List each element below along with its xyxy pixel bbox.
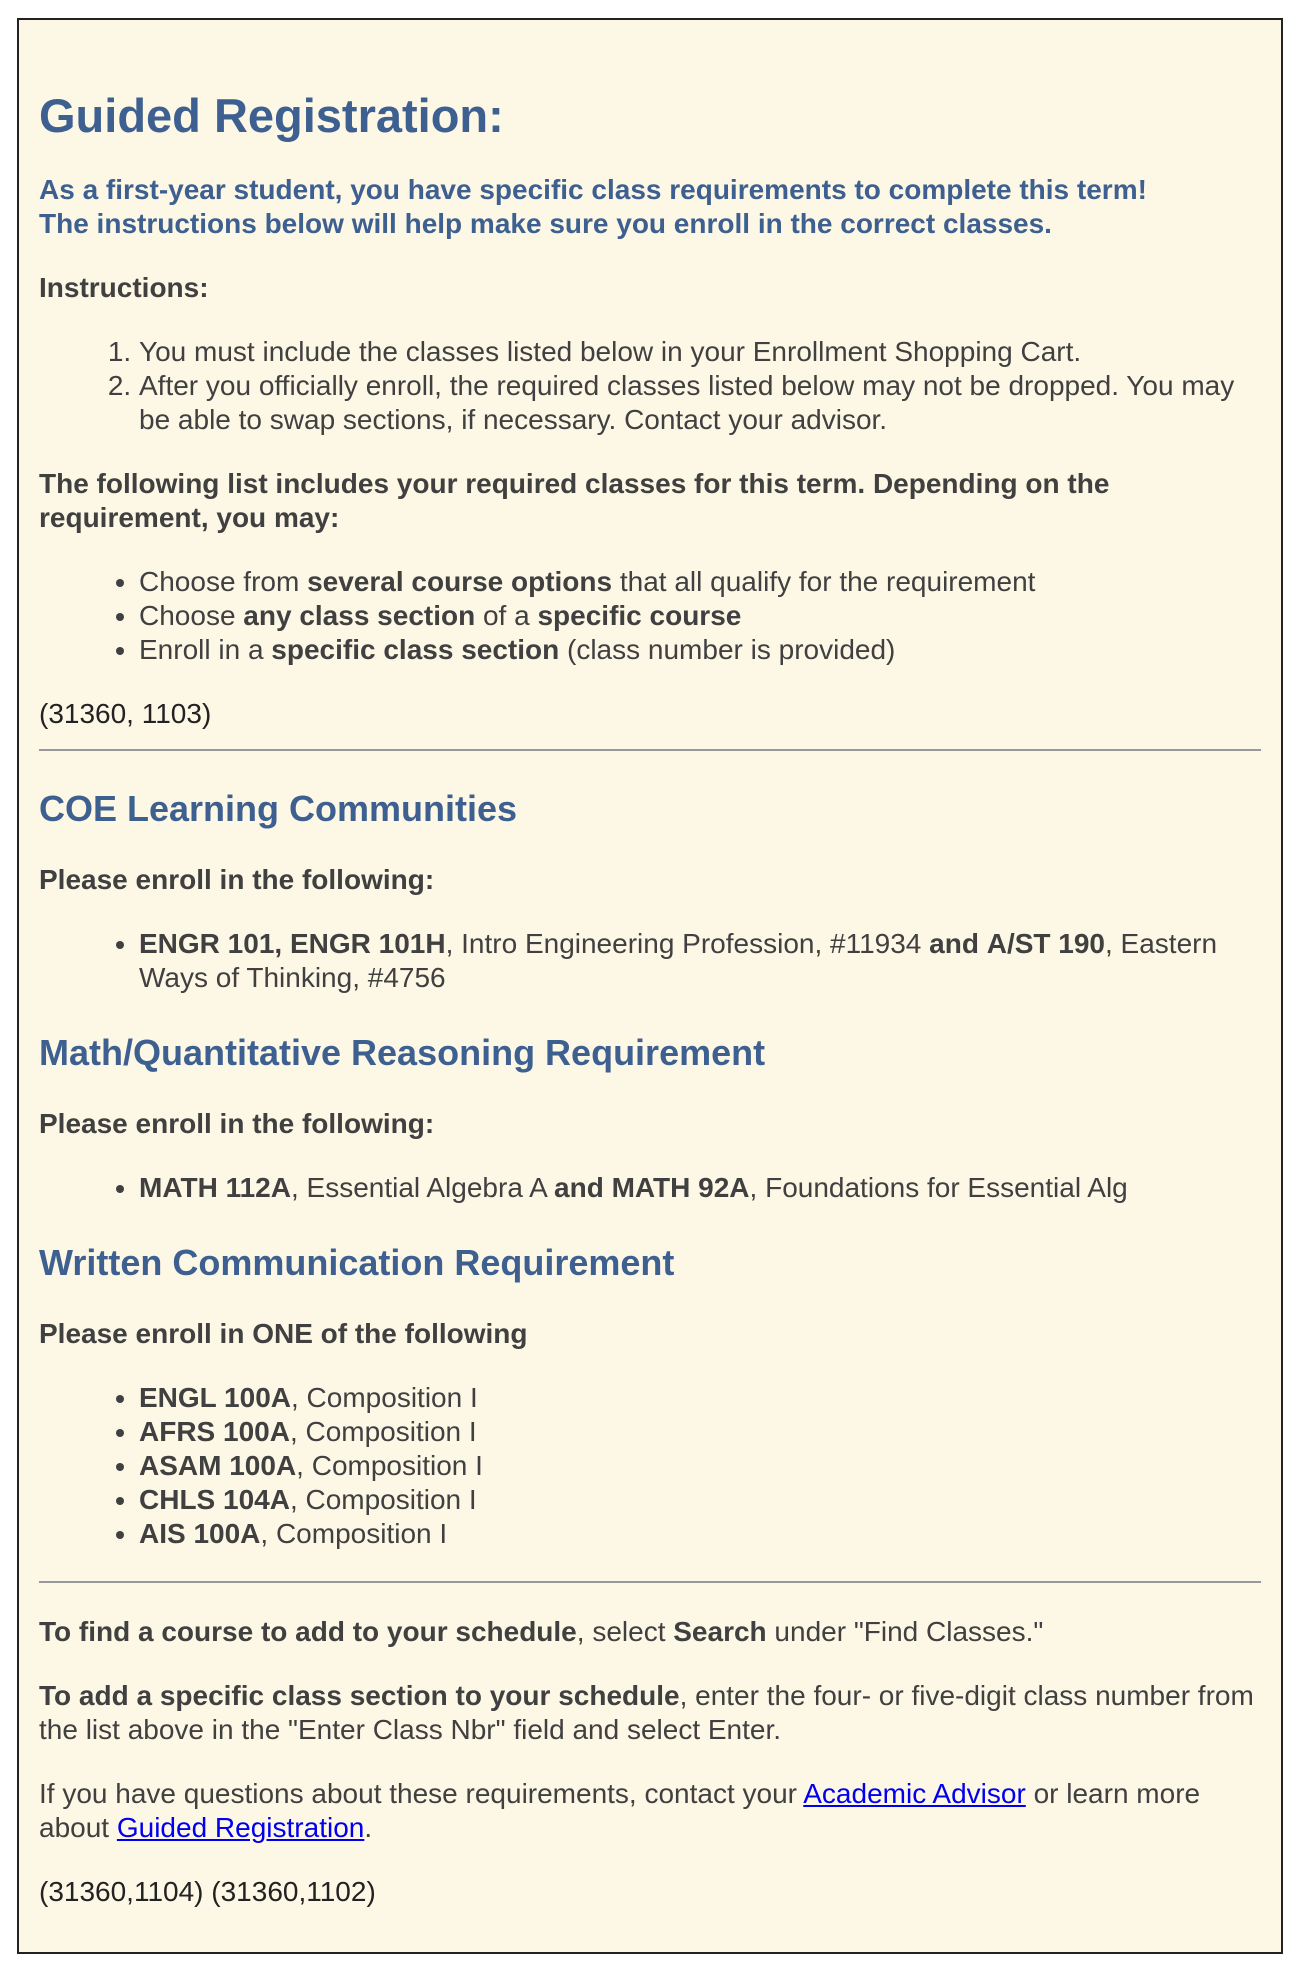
- and-label: and: [554, 1172, 604, 1204]
- add-section-help: [39, 1679, 1261, 1747]
- course-item: [139, 1171, 1261, 1205]
- footer-codes: (31360,1104) (31360,1102): [39, 1876, 376, 1908]
- option-text: Enroll in a: [139, 634, 272, 666]
- course-desc: , Eastern Ways of Thinking, #4756: [139, 928, 1218, 994]
- option-item: [139, 565, 1261, 599]
- course-code: AFRS 100A: [139, 1416, 290, 1448]
- course-desc: , Composition I: [260, 1518, 448, 1550]
- course-list-written: [39, 1381, 1261, 1551]
- divider: [39, 749, 1261, 751]
- course-code: MATH 92A: [611, 1172, 750, 1204]
- course-desc: , Essential Algebra A: [290, 1172, 555, 1204]
- add-section-text: , enter the four- or five-digit class number from the list above in the "Enter Class Nbr" field and select Enter.: [39, 1680, 1254, 1746]
- find-course-text: , select: [576, 1616, 674, 1648]
- instruction-step: 1. You must include the classes listed below in your Enrollment Shopping Cart.: [139, 335, 1261, 369]
- course-desc: , Composition I: [289, 1484, 477, 1516]
- and-label: and: [929, 928, 979, 960]
- questions-text: If you have questions about these requirements, contact your: [39, 1778, 804, 1810]
- course-list-coe: [39, 927, 1261, 995]
- course-item: [139, 927, 1261, 995]
- search-label: Search: [673, 1616, 767, 1648]
- section-title-coe: COE Learning Communities: [39, 788, 518, 830]
- instructions-list: [39, 335, 1261, 437]
- options-list: [39, 565, 1261, 667]
- intro-line-2: The instructions below will help make sure you enroll in the correct classes.: [39, 208, 1052, 240]
- option-item: [139, 599, 1261, 633]
- questions-text: .: [364, 1812, 373, 1844]
- find-course-bold: To find a course to add to your schedule: [39, 1616, 577, 1648]
- course-code: A/ST 190: [986, 928, 1105, 960]
- section-title-written: Written Communication Requirement: [39, 1242, 675, 1284]
- course-code: ENGL 100A: [139, 1382, 291, 1414]
- course-code: ENGR 101, ENGR 101H: [139, 928, 446, 960]
- find-course-help: [39, 1615, 1261, 1649]
- option-text: of a: [475, 600, 538, 632]
- add-section-bold: To add a specific class section to your schedule: [39, 1680, 680, 1712]
- section-subtitle-math: Please enroll in the following:: [39, 1108, 435, 1140]
- intro-line-1: As a first-year student, you have specific class requirements to complete this term!: [39, 174, 1147, 206]
- option-text: Choose: [139, 600, 244, 632]
- option-text: Choose from: [139, 566, 308, 598]
- option-bold: any class section: [243, 600, 476, 632]
- options-heading: The following list includes your required classes for this term. Depending on the requirement, you may:: [39, 468, 1110, 534]
- page-title: Guided Registration:: [39, 89, 504, 142]
- course-code: MATH 112A: [139, 1172, 291, 1204]
- course-code: ASAM 100A: [139, 1450, 297, 1482]
- option-text: that all qualify for the requirement: [612, 566, 1036, 598]
- course-item: [139, 1415, 1261, 1449]
- option-bold: specific class section: [271, 634, 560, 666]
- course-desc: , Composition I: [296, 1450, 483, 1482]
- course-item: [139, 1381, 1261, 1415]
- section-subtitle-written: Please enroll in ONE of the following: [39, 1318, 528, 1350]
- course-desc: , Intro Engineering Profession, #11934: [445, 928, 930, 960]
- instructions-heading: Instructions:: [39, 272, 209, 304]
- section-title-math: Math/Quantitative Reasoning Requirement: [39, 1032, 766, 1074]
- course-desc: , Composition I: [291, 1382, 478, 1414]
- option-text: (class number is provided): [559, 634, 896, 666]
- option-item: [139, 633, 1261, 667]
- find-course-text: under "Find Classes.": [766, 1616, 1044, 1648]
- option-bold: specific course: [537, 600, 742, 632]
- academic-advisor-link[interactable]: Academic Advisor: [803, 1778, 1026, 1810]
- course-item: [139, 1517, 1261, 1551]
- option-bold: several course options: [307, 566, 613, 598]
- course-item: [139, 1449, 1261, 1483]
- course-desc: , Composition I: [289, 1416, 477, 1448]
- guided-registration-link[interactable]: Guided Registration: [116, 1812, 365, 1844]
- intro-text: [39, 173, 1261, 241]
- course-code: AIS 100A: [139, 1518, 261, 1550]
- questions-help: [39, 1777, 1261, 1845]
- course-item: [139, 1483, 1261, 1517]
- divider: [39, 1581, 1261, 1583]
- instruction-step: 2. After you officially enroll, the required classes listed below may not be dropped. You may be able to swap sections, if necessary. Contact your advisor.: [139, 369, 1261, 437]
- guided-registration-panel: [17, 18, 1283, 1954]
- course-list-math: [39, 1171, 1261, 1205]
- questions-text: or learn more about: [39, 1778, 1201, 1844]
- course-code: CHLS 104A: [139, 1484, 290, 1516]
- requirement-code: (31360, 1103): [39, 698, 212, 730]
- course-desc: , Foundations for Essential Alg: [749, 1172, 1128, 1204]
- section-subtitle-coe: Please enroll in the following:: [39, 864, 435, 896]
